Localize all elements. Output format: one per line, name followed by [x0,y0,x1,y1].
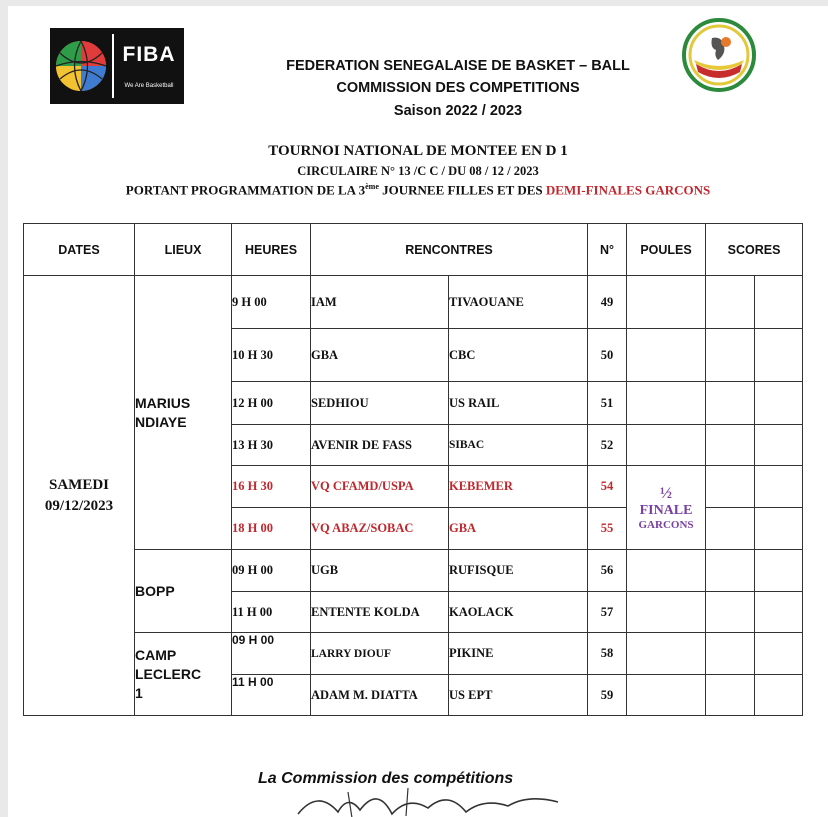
team2-cell: CBC [449,329,588,382]
score-cell [755,508,803,550]
time-cell: 09 H 00 [232,550,311,592]
match-number: 50 [588,329,627,382]
time-cell: 09 H 00 [232,633,311,675]
poule-cell [627,633,706,675]
poule-finale: FINALE [639,502,693,518]
team2-cell: US EPT [449,675,588,716]
time-cell: 11 H 00 [232,592,311,633]
score-cell [706,382,755,425]
time-cell: 18 H 00 [232,508,311,550]
federation-title: FEDERATION SENEGALAISE DE BASKET – BALL [286,58,630,74]
handwritten-signature [288,784,568,817]
match-number: 54 [588,466,627,508]
program-prefix: PORTANT PROGRAMMATION DE LA 3 [125,182,366,198]
team2-cell: TIVAOUANE [449,276,588,329]
score-cell [706,592,755,633]
poule-cell [627,329,706,382]
team2-cell: PIKINE [449,633,588,675]
venue-line: LECLERC [135,665,202,682]
table-row [24,550,803,592]
poule-cell [627,550,706,592]
team2-cell: US RAIL [449,382,588,425]
match-number: 52 [588,425,627,466]
schedule-table [23,223,803,716]
score-cell [706,675,755,716]
time-cell: 11 H 00 [232,675,311,716]
score-cell [755,592,803,633]
poule-cell [627,276,706,329]
score-cell [706,466,755,508]
document-page [8,6,828,817]
score-cell [755,633,803,675]
season-title: Saison 2022 / 2023 [393,103,523,119]
time-cell: 10 H 30 [232,329,311,382]
team1-cell: ADAM M. DIATTA [311,675,449,716]
score-cell [706,633,755,675]
header-num: N° [588,224,627,276]
poule-cell [627,425,706,466]
score-cell [755,276,803,329]
program-highlight: DEMI-FINALES GARCONS [545,182,711,198]
header-rencontres: RENCONTRES [311,224,588,276]
semifinal-poule-cell [627,466,706,550]
score-cell [755,550,803,592]
team1-cell: SEDHIOU [311,382,449,425]
score-cell [755,382,803,425]
team2-cell: SIBAC [449,425,588,466]
match-number: 56 [588,550,627,592]
time-cell: 12 H 00 [232,382,311,425]
team1-cell: VQ ABAZ/SOBAC [311,508,449,550]
team1-cell: IAM [311,276,449,329]
venue-line: NDIAYE [135,413,187,430]
venue-line: CAMP [135,646,177,663]
poule-cell [627,382,706,425]
header-lieux: LIEUX [135,224,232,276]
team1-cell: UGB [311,550,449,592]
score-cell [755,466,803,508]
score-cell [755,329,803,382]
venue-camp-leclerc [135,633,232,716]
header-poules: POULES [627,224,706,276]
date-day: SAMEDI [48,476,109,493]
fiba-tagline: We Are Basketball [124,83,174,89]
header-heures: HEURES [232,224,311,276]
table-row [24,276,803,329]
team1-cell: VQ CFAMD/USPA [311,466,449,508]
table-header-row [24,224,803,276]
commission-title: COMMISSION DES COMPETITIONS [336,80,580,96]
circular-reference: CIRCULAIRE N° 13 /C C / DU 08 / 12 / 2023 [297,164,539,178]
team2-cell: KEBEMER [449,466,588,508]
date-value: 09/12/2023 [44,497,114,514]
poule-cell [627,675,706,716]
date-cell [24,276,135,716]
match-number: 58 [588,633,627,675]
tournament-title: TOURNOI NATIONAL DE MONTEE EN D 1 [268,143,568,159]
venue-marius-ndiaye [135,276,232,550]
team1-cell: AVENIR DE FASS [311,425,449,466]
time-cell: 13 H 30 [232,425,311,466]
team2-cell: GBA [449,508,588,550]
fiba-name: FIBA [122,43,176,66]
score-cell [706,425,755,466]
match-number: 51 [588,382,627,425]
score-cell [755,425,803,466]
commission-signature-label: La Commission des compétitions [258,770,514,787]
program-middle: JOURNEE FILLES ET DES [378,182,546,198]
table-row [24,633,803,675]
team1-cell: GBA [311,329,449,382]
team2-cell: KAOLACK [449,592,588,633]
venue-line: MARIUS [135,394,191,411]
match-number: 59 [588,675,627,716]
match-number: 49 [588,276,627,329]
header-dates: DATES [24,224,135,276]
score-cell [706,276,755,329]
team1-cell: LARRY DIOUF [311,633,449,675]
time-cell: 9 H 00 [232,276,311,329]
team1-cell: ENTENTE KOLDA [311,592,449,633]
score-cell [706,508,755,550]
venue-line: 1 [135,684,143,701]
poule-fraction: ½ [660,484,673,502]
poule-cell [627,592,706,633]
score-cell [706,550,755,592]
poule-garcons: GARCONS [638,518,694,531]
time-cell: 16 H 30 [232,466,311,508]
score-cell [755,675,803,716]
score-cell [706,329,755,382]
venue-bopp: BOPP [135,550,232,633]
match-number: 55 [588,508,627,550]
match-number: 57 [588,592,627,633]
program-superscript: ème [365,182,379,191]
program-subtitle [8,182,828,198]
header-scores: SCORES [706,224,803,276]
team2-cell: RUFISQUE [449,550,588,592]
